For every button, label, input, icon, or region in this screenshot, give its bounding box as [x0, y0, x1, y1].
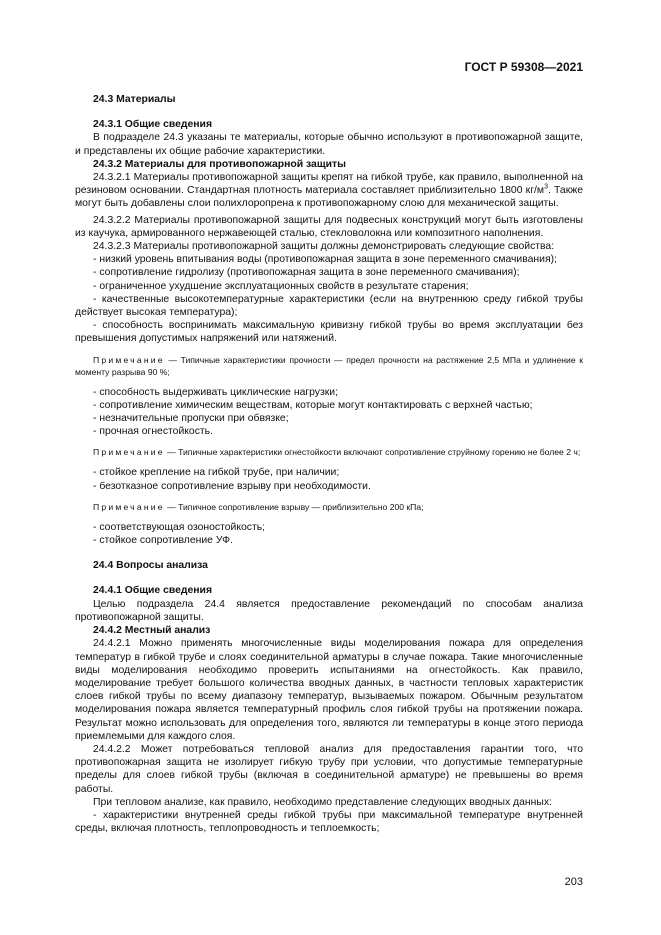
- text: 24.3.2.1 Материалы противопожарной защиты крепят на гибкой трубе, как правило, выполненной на резиновом основании. Стандартная плотность материала составляет приблизительно 1800 кг/м: [75, 172, 583, 197]
- paragraph-24-3-2-3: 24.3.2.3 Материалы противопожарной защиты должны демонстрировать следующие свойства:: [93, 241, 555, 253]
- subsection-title-24-4-2: 24.4.2 Местный анализ: [93, 625, 211, 637]
- note-3: [75, 501, 583, 513]
- list-item: - характеристики внутренней среды гибкой трубы при максимальной температуре внутренней среды, включая плотность, теплопроводность и теплоемкость;: [75, 809, 583, 835]
- paragraph-24-3-2-2: 24.3.2.2 Материалы противопожарной защиты для подвесных конструкций могут быть изготовлены из каучука, армированного нержавеющей сталью, стекловолокна или композитного наполнения.: [75, 214, 583, 239]
- subsection-title-24-3-1: 24.3.1 Общие сведения: [93, 119, 213, 131]
- standard-header: ГОСТ Р 59308—2021: [464, 60, 583, 74]
- text: . Также могут быть добавлены слои полихлоропрена к противопожарному слою для механической защиты.: [75, 185, 583, 210]
- subsection-title-24-3-2: 24.3.2 Материалы для противопожарной защиты: [93, 158, 346, 170]
- section-title-24-3: 24.3 Материалы: [93, 94, 176, 105]
- paragraph: Целью подраздела 24.4 является предоставление рекомендаций по способам анализа противопожарной защиты.: [75, 598, 583, 623]
- note-label: Примечание: [93, 354, 165, 365]
- note-label: Примечание: [93, 447, 165, 458]
- paragraph-24-4-2-1: 24.4.2.1 Можно применять многочисленные виды моделирования пожара для определения температур в гибкой трубе и слоях соединительной арматуры в случае пожара. Такие многочисленные виды моделирования необходимо проверить испытаниями на огнестойкость. Как правило, моделирование требует большого количества вводных данных, в частности тепловых характеристик слоев гибкой трубы по всему диапазону температур, вызываемых пожаром. Обычным результатом моделирования пожара является температурный профиль слоя гибкой трубы на протяжении пожара. Результат можно использовать для определения того, являются ли температуры в конце этого периода приемлемыми для каждого слоя.: [75, 638, 583, 742]
- note-label: Примечание: [93, 501, 165, 512]
- paragraph-24-3-2-1: [75, 171, 583, 211]
- list-item: - сопротивление химическим веществам, которые могут контактировать с верхней частью;: [93, 399, 533, 411]
- list-item: - прочная огнестойкость.: [93, 426, 213, 438]
- list-item: - незначительные пропуски при обвязке;: [93, 413, 289, 425]
- list-item: - безотказное сопротивление взрыву при необходимости.: [93, 480, 371, 492]
- list-item: - стойкое крепление на гибкой трубе, при наличии;: [93, 467, 340, 479]
- note-1: [75, 354, 583, 378]
- paragraph: В подразделе 24.3 указаны те материалы, которые обычно используют в противопожарной защите, и представлены их общие рабочие характеристики.: [75, 132, 583, 157]
- paragraph: При тепловом анализе, как правило, необходимо представление следующих вводных данных:: [93, 796, 552, 808]
- paragraph-24-4-2-2: 24.4.2.2 Может потребоваться тепловой анализ для предоставления гарантии того, что противопожарная защита не изолирует гибкую трубу при условии, что допустимые температурные пределы для слоев гибкой трубы (включая в соединительной арматуре) не превышены во время работы.: [75, 743, 583, 795]
- list-item: - ограниченное ухудшение эксплуатационных свойств в результате старения;: [93, 280, 469, 292]
- note-text: — Типичные характеристики огнестойкости включают сопротивление струйному горению не более 2 ч;: [164, 447, 581, 458]
- list-item: - способность воспринимать максимальную кривизну гибкой трубы во время эксплуатации без превышения допустимых напряжений или натяжений.: [75, 320, 583, 345]
- list-item: - стойкое сопротивление УФ.: [93, 535, 233, 547]
- page-number: 203: [564, 876, 583, 888]
- section-title-24-4: 24.4 Вопросы анализа: [93, 560, 208, 572]
- list-item: - способность выдерживать циклические нагрузки;: [93, 386, 338, 398]
- note-text: — Типичные характеристики прочности — предел прочности на растяжение 2,5 МПа и удлинение к моменту разрыва 90 %;: [75, 354, 583, 377]
- note-2: [75, 446, 583, 458]
- list-item: - качественные высокотемпературные характеристики (если на внутреннюю среду гибкой трубы действует высокая температура);: [75, 293, 583, 319]
- document-body: [75, 93, 583, 835]
- list-item: - низкий уровень впитывания воды (противопожарная защита в зоне переменного смачивания);: [93, 254, 557, 266]
- list-item: - сопротивление гидролизу (противопожарная защита в зоне переменного смачивания);: [93, 267, 520, 279]
- note-text: — Типичное сопротивление взрыву — приблизительно 200 кПа;: [164, 501, 424, 512]
- list-item: - соответствующая озоностойкость;: [93, 521, 266, 533]
- subsection-title-24-4-1: 24.4.1 Общие сведения: [93, 585, 213, 597]
- superscript: 3: [544, 183, 548, 191]
